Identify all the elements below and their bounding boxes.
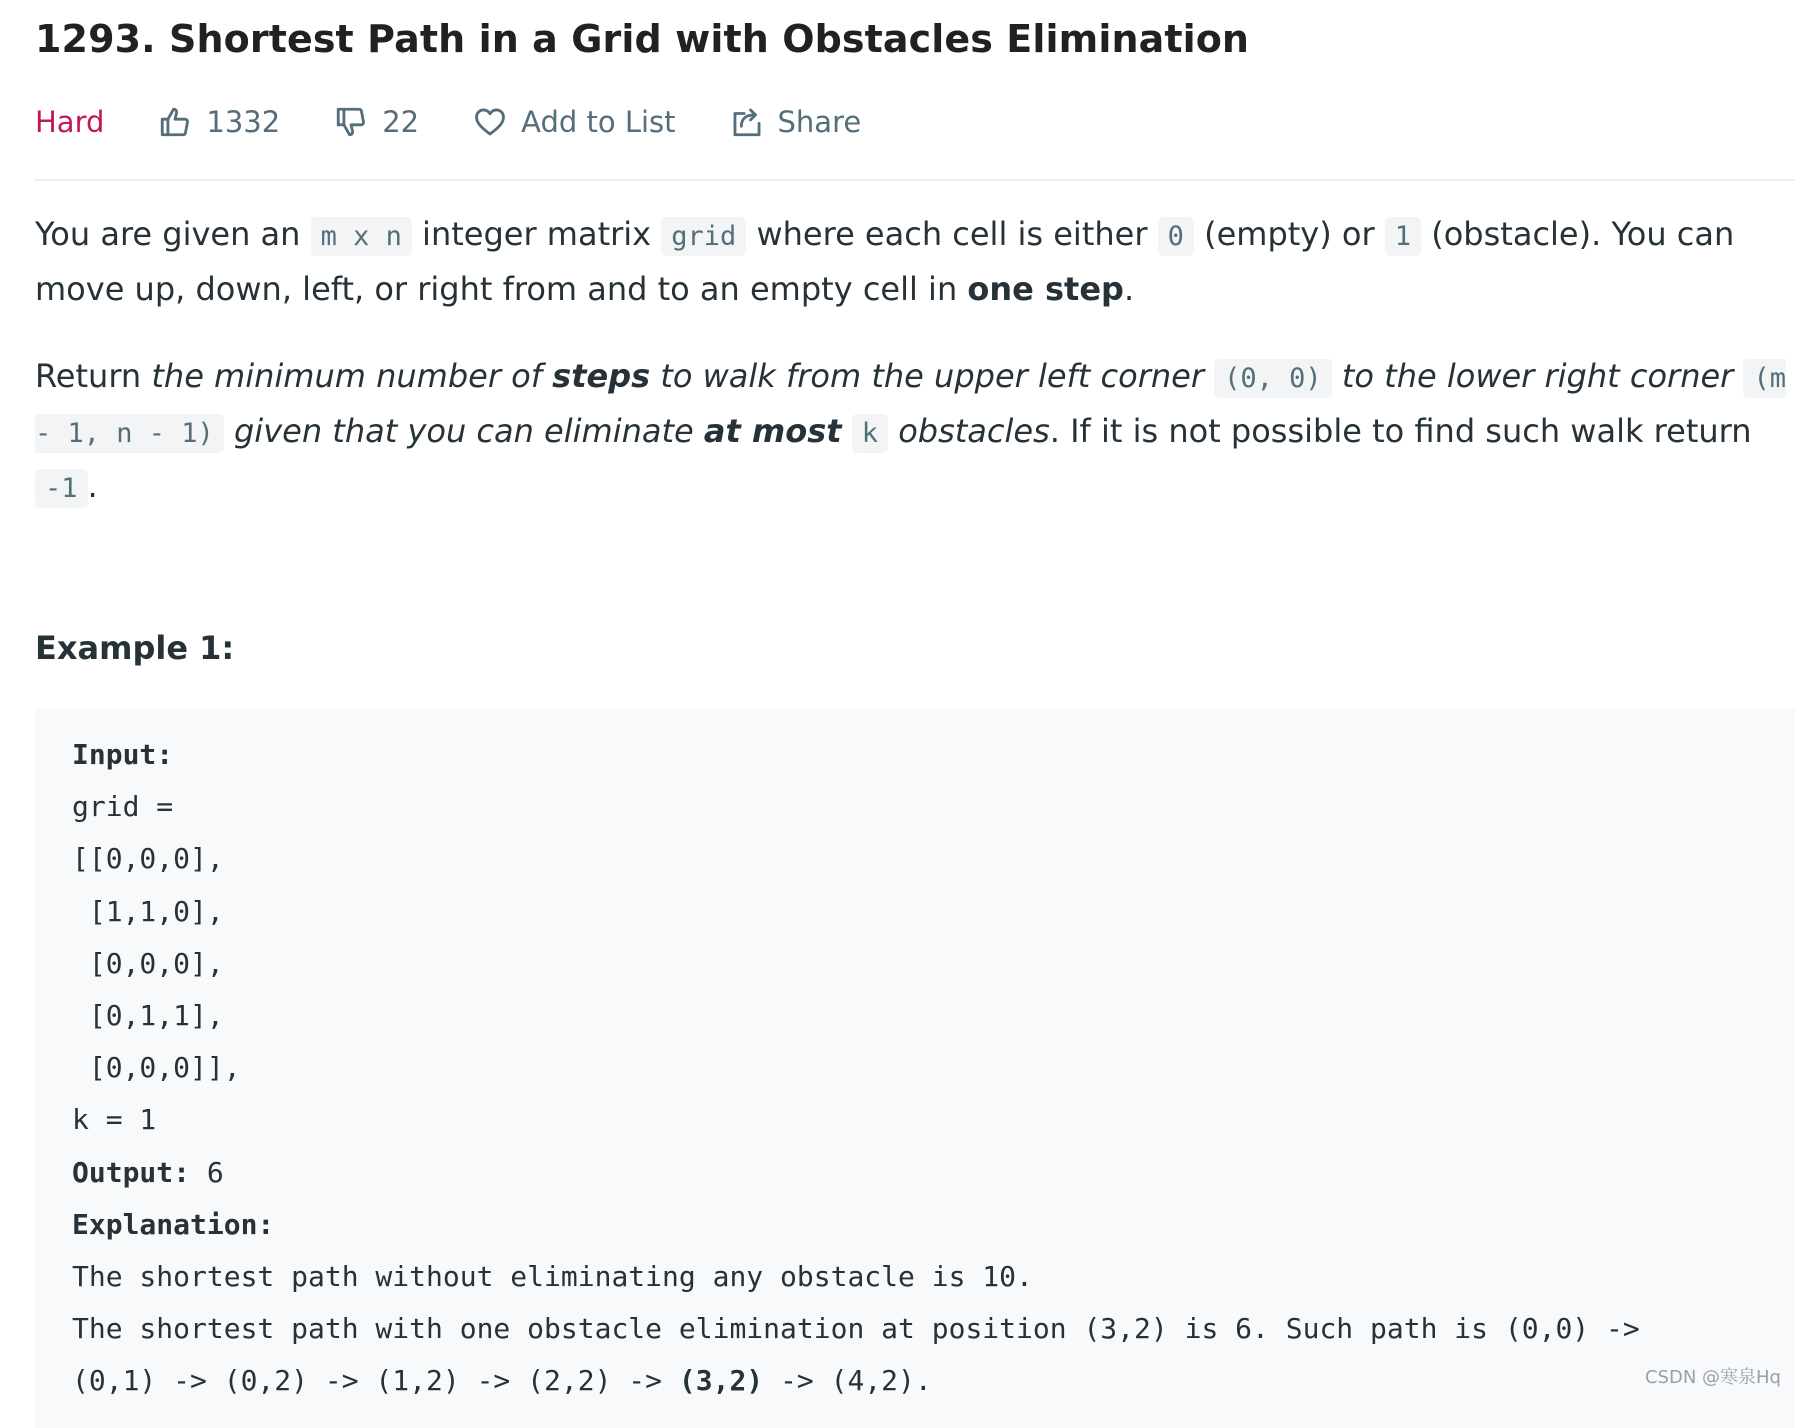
italic-text: to walk from the upper left corner (650, 357, 1215, 395)
output-value: 6 (190, 1155, 224, 1189)
problem-title: 1293. Shortest Path in a Grid with Obstacles Elimination (35, 17, 1250, 61)
dislike-count: 22 (382, 105, 420, 139)
divider (35, 179, 1795, 181)
thumbs-up-icon (158, 105, 192, 139)
like-count: 1332 (206, 105, 281, 139)
explanation-text: The shortest path without eliminating any obstacle is 10. The shortest path with one obstacle elimination at position (3,2) is 6. Such path is (0,0) -> (0,1) -> (0,2) -> (1,2) -> (2,2) -> (72, 1260, 1640, 1398)
inline-code: 0 (1158, 217, 1194, 256)
italic-text (552, 357, 650, 395)
explanation-highlight: (3,2) (678, 1364, 764, 1398)
input-value: grid = [[0,0,0], [1,1,0], [0,0,0], [0,1,1], [0,0,0]], k = 1 (72, 790, 241, 1137)
bold-text: one step (967, 270, 1124, 308)
example-code-block (35, 709, 1795, 1428)
inline-code: (0, 0) (1214, 359, 1332, 398)
inline-code: m x n (311, 217, 412, 256)
bold-text: at most (703, 412, 842, 450)
text: . (1123, 270, 1135, 308)
inline-code: -1 (35, 469, 88, 508)
output-label: Output: (72, 1155, 191, 1189)
heart-icon (473, 105, 507, 139)
difficulty-badge: Hard (35, 105, 105, 139)
example-heading: Example 1: (35, 629, 235, 667)
description-paragraph-2 (35, 350, 1795, 515)
explanation-text-end: -> (4,2). (763, 1364, 932, 1398)
text: (empty) or (1193, 215, 1385, 253)
text: . If it is not possible to find such walk return (1049, 412, 1752, 450)
bold-text: steps (552, 357, 651, 395)
share-icon (730, 105, 764, 139)
add-to-list-label: Add to List (521, 105, 676, 139)
italic-text: to the lower right corner (1331, 357, 1744, 395)
italic-text: given that you can eliminate (223, 412, 704, 450)
problem-panel (35, 0, 1795, 1428)
input-label: Input: (72, 738, 174, 771)
inline-code: 1 (1385, 217, 1421, 256)
watermark: CSDN @寒泉Hq (1644, 1367, 1781, 1388)
text: integer matrix (411, 215, 662, 253)
italic-text: obstacles (888, 412, 1050, 450)
inline-code: grid (661, 217, 746, 256)
inline-code: k (852, 414, 888, 453)
add-to-list-button[interactable] (473, 105, 675, 139)
text: You are given an (35, 215, 311, 253)
share-label: Share (777, 105, 862, 139)
share-button[interactable] (730, 105, 862, 139)
text: Return (35, 357, 152, 395)
problem-meta-bar (35, 95, 1795, 149)
description-paragraph-1 (35, 208, 1795, 316)
inline-code: (m - 1, n - 1) (35, 359, 1786, 453)
explanation-label: Explanation: (72, 1207, 275, 1241)
thumbs-down-icon (334, 105, 368, 139)
dislike-button[interactable] (334, 105, 419, 139)
text: (obstacle). You can move up, down, left, or right from and to an empty cell in (35, 215, 1735, 308)
text: where each cell is either (746, 215, 1158, 253)
italic-text (704, 412, 842, 450)
italic-text: the minimum number of (151, 357, 553, 395)
like-button[interactable] (158, 105, 280, 139)
text: . (87, 467, 98, 505)
